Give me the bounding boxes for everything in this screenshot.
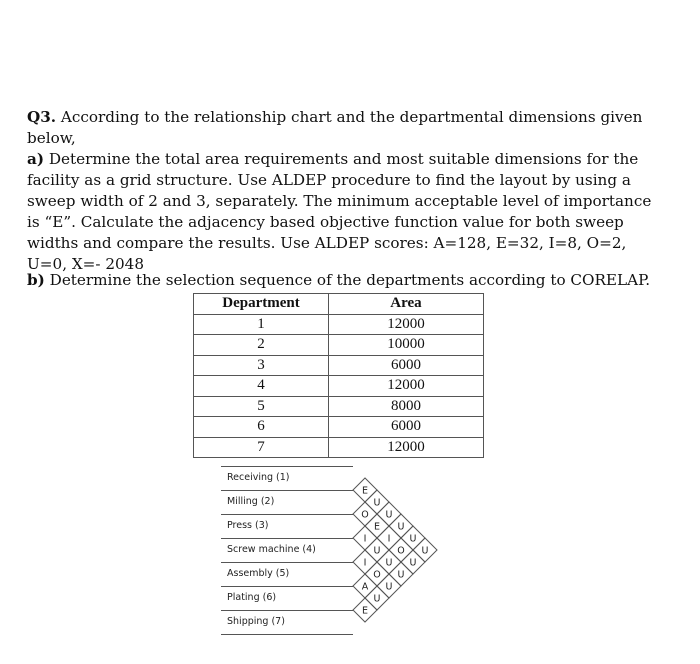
relationship-code: I xyxy=(363,533,367,545)
department-label: Receiving (1) xyxy=(227,472,290,483)
relationship-code: U xyxy=(385,581,393,593)
department-label: Milling (2) xyxy=(227,496,275,507)
table-row xyxy=(194,437,484,458)
relationship-code: I xyxy=(363,557,367,569)
row-divider xyxy=(221,586,353,587)
department-label: Press (3) xyxy=(227,520,269,531)
row-divider xyxy=(221,562,353,563)
relationship-code: U xyxy=(373,593,381,605)
relationship-code: I xyxy=(387,533,391,545)
relationship-code: U xyxy=(373,545,381,557)
area-cell: 8000 xyxy=(329,396,484,417)
dept-cell: 1 xyxy=(194,314,329,335)
question-intro-text: According to the relationship chart and the departmental dimensions given below, xyxy=(27,108,643,147)
table-row xyxy=(194,335,484,356)
relationship-code: U xyxy=(397,521,405,533)
table-row xyxy=(194,376,484,397)
relationship-code: U xyxy=(421,545,429,557)
table-row xyxy=(194,314,484,335)
relationship-code: U xyxy=(397,569,405,581)
part-b xyxy=(27,270,667,291)
department-label: Shipping (7) xyxy=(227,616,285,627)
relationship-code: U xyxy=(373,497,381,509)
row-divider xyxy=(221,514,353,515)
department-label: Plating (6) xyxy=(227,592,277,603)
dept-cell: 3 xyxy=(194,355,329,376)
area-cell: 10000 xyxy=(329,335,484,356)
area-cell: 12000 xyxy=(329,437,484,458)
table-row xyxy=(194,355,484,376)
dept-cell: 7 xyxy=(194,437,329,458)
relationship-code: O xyxy=(373,569,381,581)
relationship-code: U xyxy=(409,557,417,569)
row-divider xyxy=(221,538,353,539)
question-intro xyxy=(27,107,667,149)
table-row xyxy=(194,396,484,417)
area-cell: 6000 xyxy=(329,355,484,376)
relationship-code: U xyxy=(409,533,417,545)
question-block xyxy=(27,107,667,275)
dept-cell: 2 xyxy=(194,335,329,356)
relationship-code: O xyxy=(361,509,369,521)
table-header-row xyxy=(194,294,484,315)
row-divider xyxy=(221,490,353,491)
header-department: Department xyxy=(194,294,329,315)
area-cell: 6000 xyxy=(329,417,484,438)
part-a-label: a) xyxy=(27,150,45,168)
relationship-code: E xyxy=(373,521,381,533)
department-label: Screw machine (4) xyxy=(227,544,316,555)
dept-cell: 4 xyxy=(194,376,329,397)
relationship-code: E xyxy=(361,485,369,497)
question-number: Q3. xyxy=(27,108,57,126)
relationship-code: O xyxy=(397,545,405,557)
area-cell: 12000 xyxy=(329,376,484,397)
dept-cell: 5 xyxy=(194,396,329,417)
relationship-code: A xyxy=(361,581,369,593)
department-area-table xyxy=(193,293,484,458)
department-label: Assembly (5) xyxy=(227,568,290,579)
relationship-cell xyxy=(413,538,437,562)
row-divider xyxy=(221,610,353,611)
relationship-code: U xyxy=(385,557,393,569)
area-cell: 12000 xyxy=(329,314,484,335)
part-a-text: Determine the total area requirements and most suitable dimensions for the facility as a grid structure. Use ALDEP procedure to find the layout by using a sweep width of 2 and 3, separately. The minimum acceptable level of importance is “E”. Calculate the adjacency based objective function value for both sweep widths and compare the results. Use ALDEP scores: A=128, E=32, I=8, O=2, U=0, X=- 2048 xyxy=(27,150,652,273)
relationship-chart xyxy=(193,460,493,640)
relationship-code: U xyxy=(385,509,393,521)
dept-cell: 6 xyxy=(194,417,329,438)
header-area: Area xyxy=(329,294,484,315)
part-b-label: b) xyxy=(27,271,45,289)
part-b-text: Determine the selection sequence of the departments according to CORELAP. xyxy=(49,271,651,289)
part-a xyxy=(27,149,667,275)
row-divider xyxy=(221,466,353,467)
row-divider xyxy=(221,634,353,635)
relationship-code: E xyxy=(361,605,369,617)
table-row xyxy=(194,417,484,438)
